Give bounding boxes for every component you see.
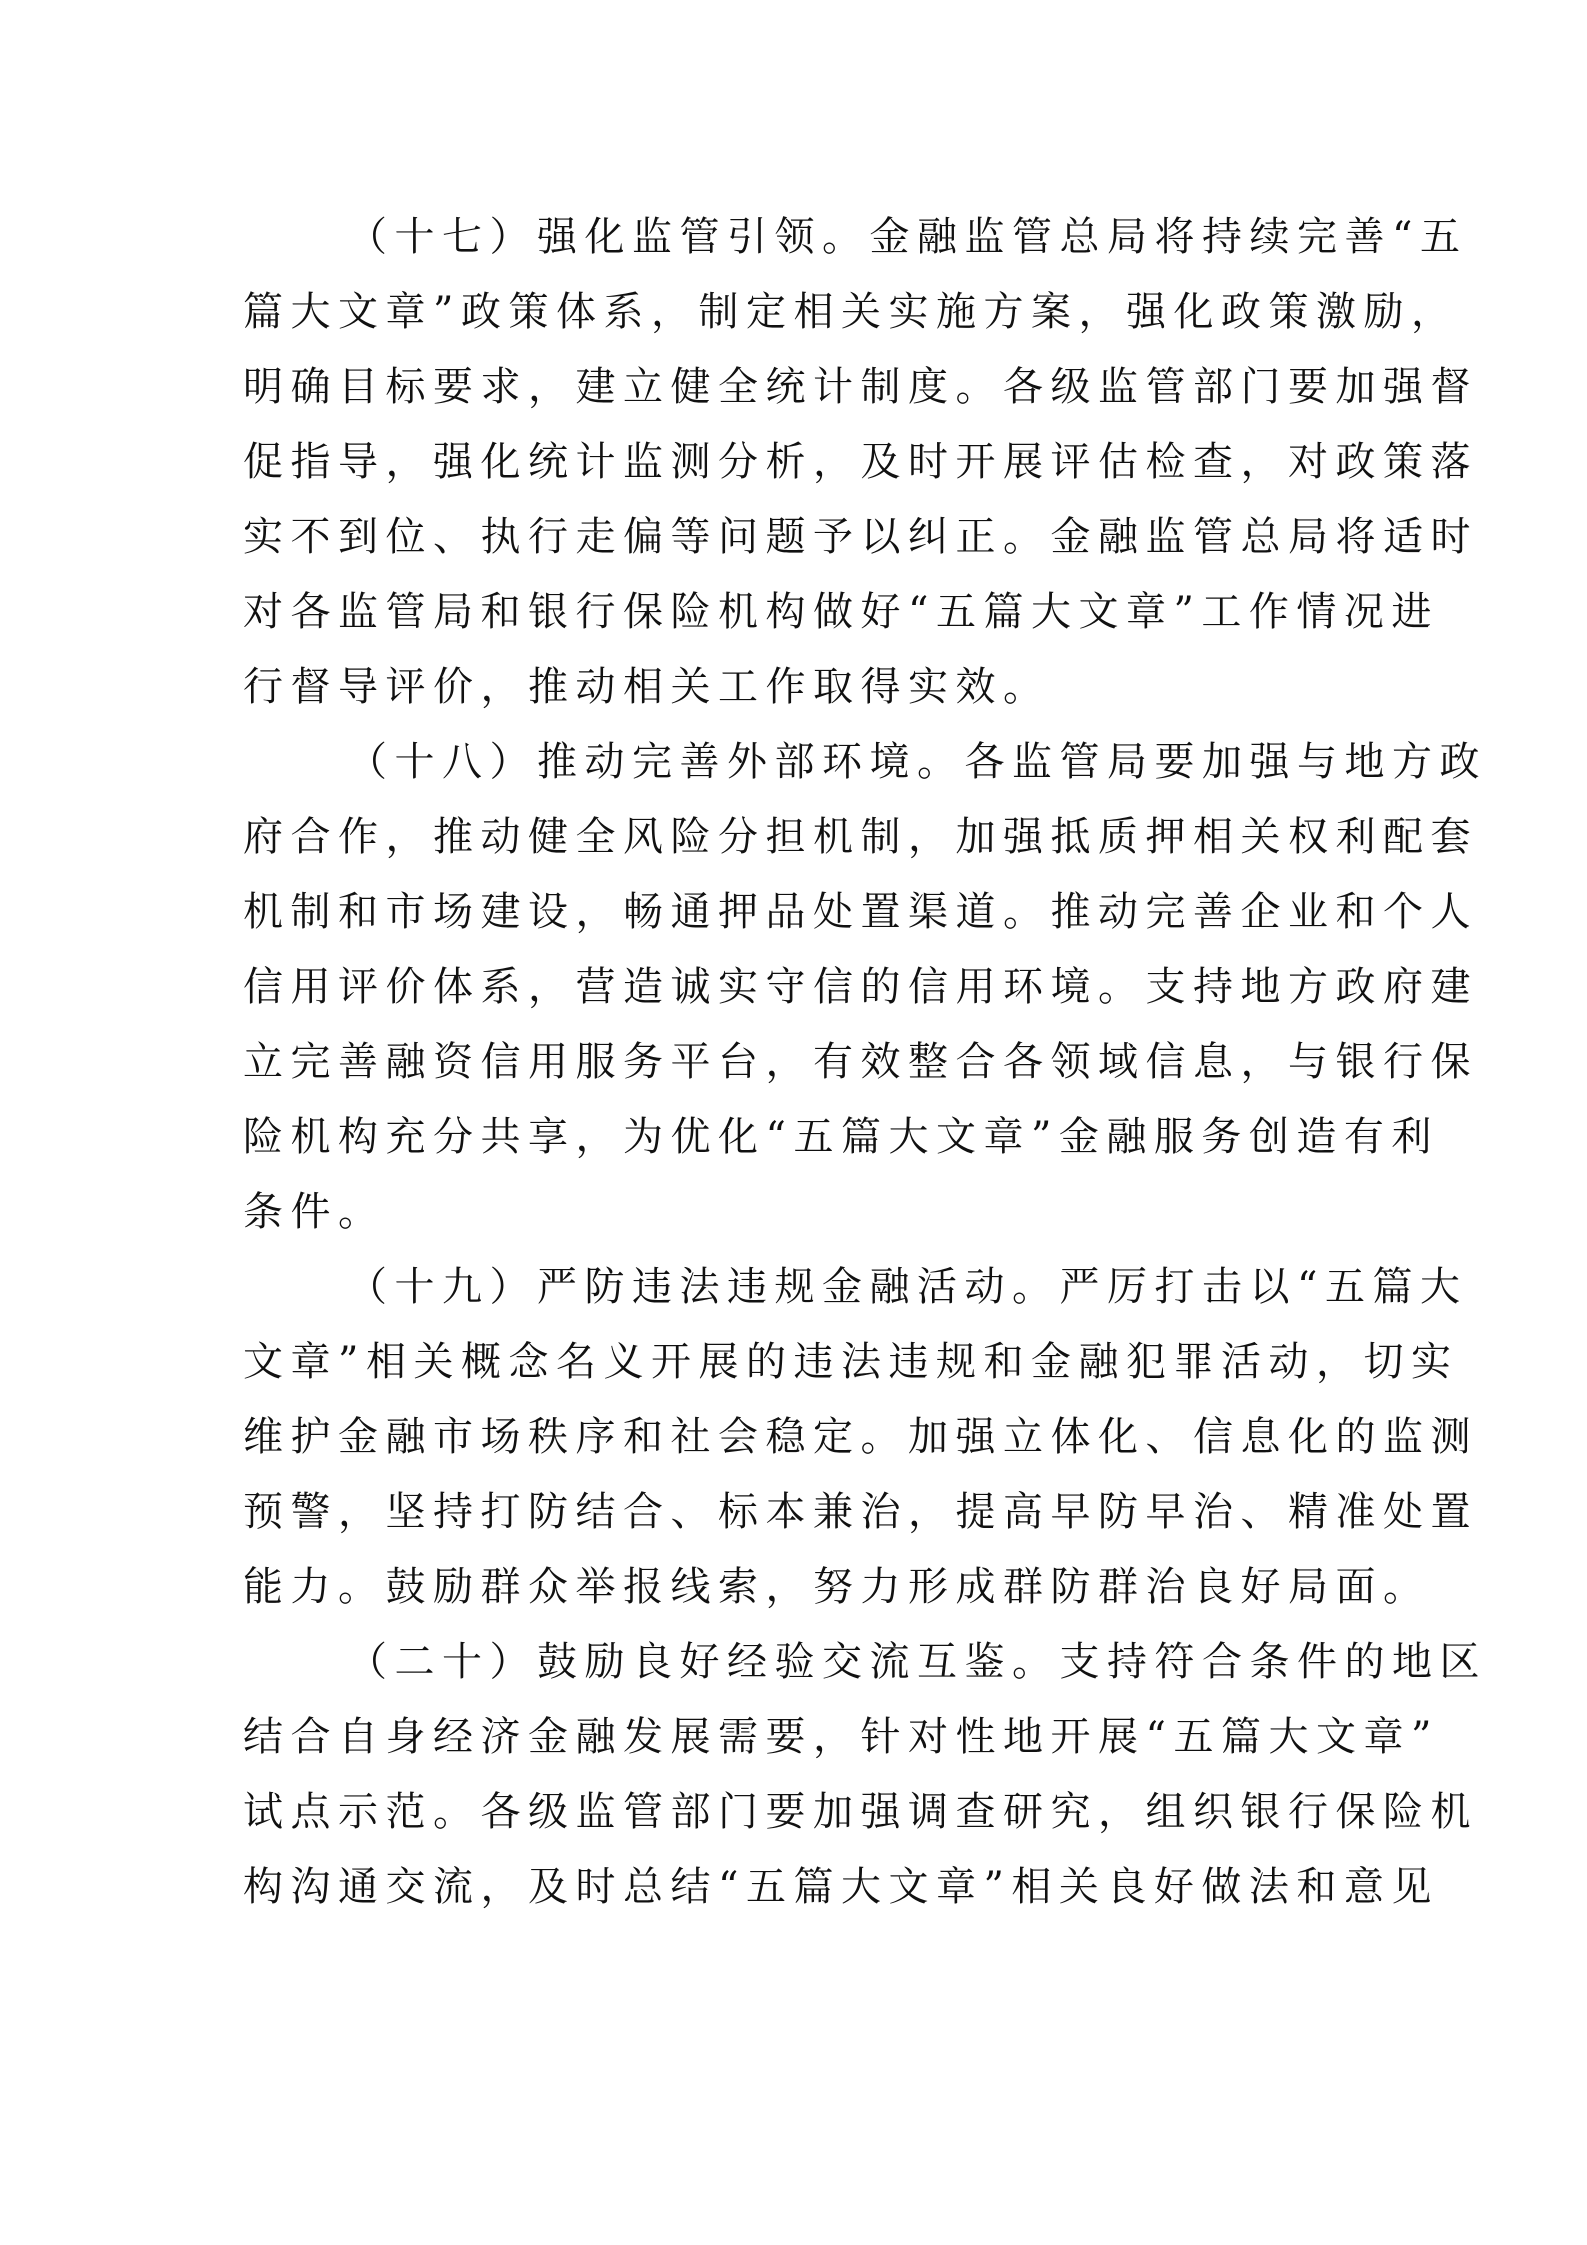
text-line: （十八）推动完善外部环境。各监管局要加强与地方政 — [347, 739, 1487, 785]
text-line: 维护金融市场秩序和社会稳定。加强立体化、信息化的监测 — [243, 1414, 1478, 1460]
paragraph-18 — [243, 725, 1487, 1250]
text-line: 促指导，强化统计监测分析，及时开展评估检查，对政策落 — [243, 439, 1478, 485]
text-line: 明确目标要求，建立健全统计制度。各级监管部门要加强督 — [243, 364, 1478, 410]
text-line: （十七）强化监管引领。金融监管总局将持续完善“五 — [347, 214, 1468, 260]
text-line: 府合作，推动健全风险分担机制，加强抵质押相关权利配套 — [243, 814, 1478, 860]
text-line: （二十）鼓励良好经验交流互鉴。支持符合条件的地区 — [347, 1639, 1487, 1685]
text-line: 实不到位、执行走偏等问题予以纠正。金融监管总局将适时 — [243, 514, 1478, 560]
text-line: 试点示范。各级监管部门要加强调查研究，组织银行保险机 — [243, 1789, 1478, 1835]
text-line: 能力。鼓励群众举报线索，努力形成群防群治良好局面。 — [243, 1564, 1431, 1610]
paragraph-20 — [243, 1625, 1487, 1925]
text-line: 立完善融资信用服务平台，有效整合各领域信息，与银行保 — [243, 1039, 1478, 1085]
text-line: 结合自身经济金融发展需要，针对性地开展“五篇大文章” — [243, 1714, 1439, 1760]
text-line: 险机构充分共享，为优化“五篇大文章”金融服务创造有利 — [243, 1114, 1439, 1160]
text-line: 行督导评价，推动相关工作取得实效。 — [243, 664, 1051, 710]
text-line: 构沟通交流，及时总结“五篇大文章”相关良好做法和意见 — [243, 1864, 1439, 1910]
paragraph-19 — [243, 1250, 1478, 1625]
text-line: 机制和市场建设，畅通押品处置渠道。推动完善企业和个人 — [243, 889, 1478, 935]
text-line: 篇大文章”政策体系，制定相关实施方案，强化政策激励， — [243, 289, 1459, 335]
text-line: 文章”相关概念名义开展的违法违规和金融犯罪活动，切实 — [243, 1339, 1459, 1385]
document-body — [243, 200, 1487, 1925]
text-line: 预警，坚持打防结合、标本兼治，提高早防早治、精准处置 — [243, 1489, 1478, 1535]
text-line: 条件。 — [243, 1189, 386, 1235]
text-line: 对各监管局和银行保险机构做好“五篇大文章”工作情况进 — [243, 589, 1439, 635]
paragraph-17 — [243, 200, 1478, 725]
text-line: 信用评价体系，营造诚实守信的信用环境。支持地方政府建 — [243, 964, 1478, 1010]
text-line: （十九）严防违法违规金融活动。严厉打击以“五篇大 — [347, 1264, 1468, 1310]
